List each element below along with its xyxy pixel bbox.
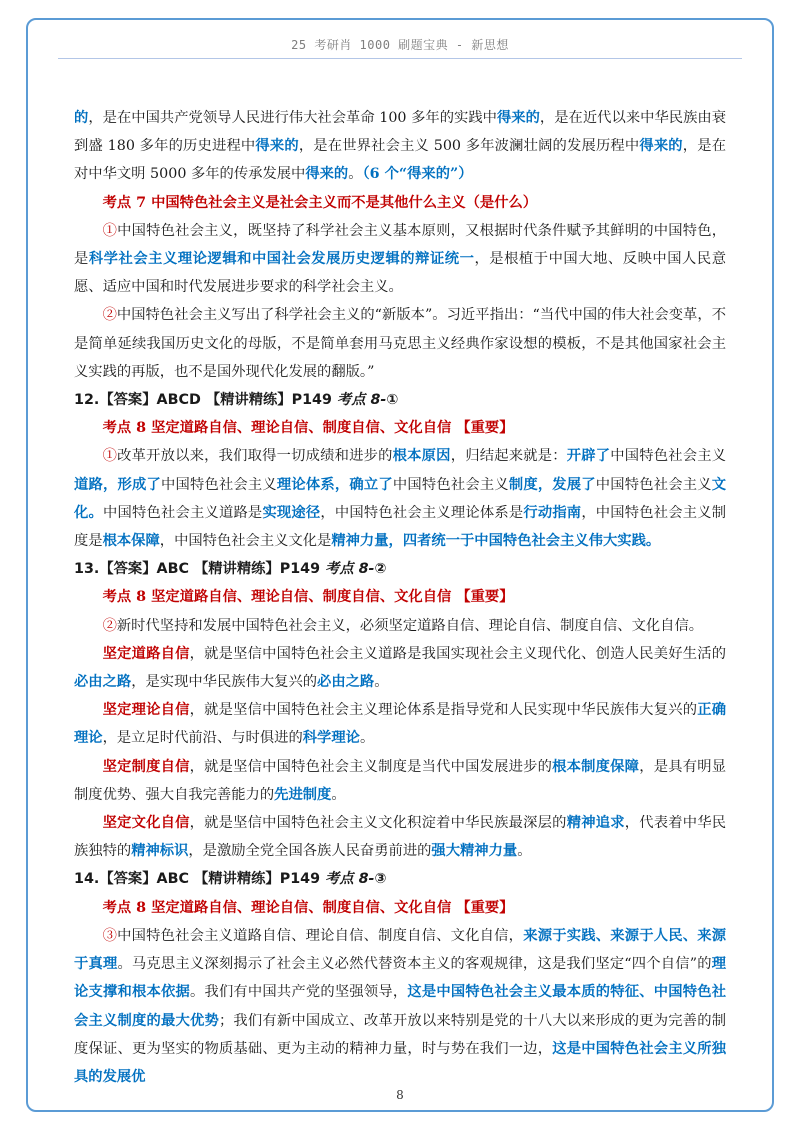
header-divider <box>58 58 742 59</box>
document-body <box>74 104 726 1091</box>
paragraph-system-confidence: 坚定制度自信，就是坚信中国特色社会主义制度是当代中国发展进步的根本制度保障，是具有明显制度优势、强大自我完善能力的先进制度。 <box>74 758 726 803</box>
paragraph-kaodian8-2: ②新时代坚持和发展中国特色社会主义，必须坚定道路自信、理论自信、制度自信、文化自信。 <box>102 617 704 634</box>
paragraph-kaodian8-1: ①改革开放以来，我们取得一切成绩和进步的根本原因，归结起来就是：开辟了中国特色社会主义道路，形成了中国特色社会主义理论体系，确立了中国特色社会主义制度，发展了中国特色社会主义文化。中国特色社会主义道路是实现途径，中国特色社会主义理论体系是行动指南，中国特色社会主义制度是根本保障，中国特色社会主义文化是精神力量，四者统一于中国特色社会主义伟大实践。 <box>74 448 727 550</box>
kaodian-8-heading: 考点 8 坚定道路自信、理论自信、制度自信、文化自信 【重要】 <box>102 420 514 437</box>
kaodian-8-heading-repeat: 考点 8 坚定道路自信、理论自信、制度自信、文化自信 【重要】 <box>102 589 514 606</box>
kaodian-7-heading: 考点 7 中国特色社会主义是社会主义而不是其他什么主义（是什么） <box>102 194 538 211</box>
paragraph-kaodian7-2: ②中国特色社会主义写出了科学社会主义的“新版本”。习近平指出：“当代中国的伟大社会变革，不是简单延续我国历史文化的母版，不是简单套用马克思主义经典作家设想的模板，不是其他国家社会主义实践的再版，也不是国外现代化发展的翻版。” <box>74 307 726 380</box>
paragraph-origins: 的，是在中国共产党领导人民进行伟大社会革命 100 多年的实践中得来的，是在近代以来中华民族由衰到盛 180 多年的历史进程中得来的，是在世界社会主义 500 多年波澜壮阔的发展历程中得来的，是在对中华文明 5000 多年的传承发展中得来的。（6 个“得来的”） <box>74 110 727 183</box>
page-number: 8 <box>396 1088 404 1102</box>
paragraph-kaodian8-3: ③中国特色社会主义道路自信、理论自信、制度自信、文化自信，来源于实践、来源于人民、来源于真理。马克思主义深刻揭示了社会主义必然代替资本主义的客观规律，这是我们坚定“四个自信”的理论支撑和根本依据。我们有中国共产党的坚强领导，这是中国特色社会主义最本质的特征、中国特色社会主义制度的最大优势；我们有新中国成立、改革开放以来特别是党的十八大以来形成的更为完善的制度保证、更为坚实的物质基础、更为主动的精神力量，时与势在我们一边，这是中国特色社会主义所独具的发展优 <box>74 927 727 1085</box>
answer-13-heading: 13.【答案】ABC 【精讲精练】P149 考点 8-② <box>74 561 387 578</box>
kaodian-8-heading-repeat-2: 考点 8 坚定道路自信、理论自信、制度自信、文化自信 【重要】 <box>102 899 514 916</box>
answer-12-heading: 12.【答案】ABCD 【精讲精练】P149 考点 8-① <box>74 392 399 409</box>
answer-14-heading: 14.【答案】ABC 【精讲精练】P149 考点 8-③ <box>74 871 387 888</box>
paragraph-kaodian7-1: ①中国特色社会主义，既坚持了科学社会主义基本原则，又根据时代条件赋予其鲜明的中国特色，是科学社会主义理论逻辑和中国社会发展历史逻辑的辩证统一，是根植于中国大地、反映中国人民意愿、适应中国和时代发展进步要求的科学社会主义。 <box>74 222 727 296</box>
page-header: 25 考研肖 1000 刷题宝典 - 新思想 <box>291 38 509 52</box>
paragraph-road-confidence: 坚定道路自信，就是坚信中国特色社会主义道路是我国实现社会主义现代化、创造人民美好生活的必由之路，是实现中华民族伟大复兴的必由之路。 <box>74 645 726 691</box>
paragraph-theory-confidence: 坚定理论自信，就是坚信中国特色社会主义理论体系是指导党和人民实现中华民族伟大复兴的正确理论，是立足时代前沿、与时俱进的科学理论。 <box>74 702 727 747</box>
paragraph-culture-confidence: 坚定文化自信，就是坚信中国特色社会主义文化积淀着中华民族最深层的精神追求，代表着中华民族独特的精神标识，是激励全党全国各族人民奋勇前进的强大精神力量。 <box>74 815 727 860</box>
